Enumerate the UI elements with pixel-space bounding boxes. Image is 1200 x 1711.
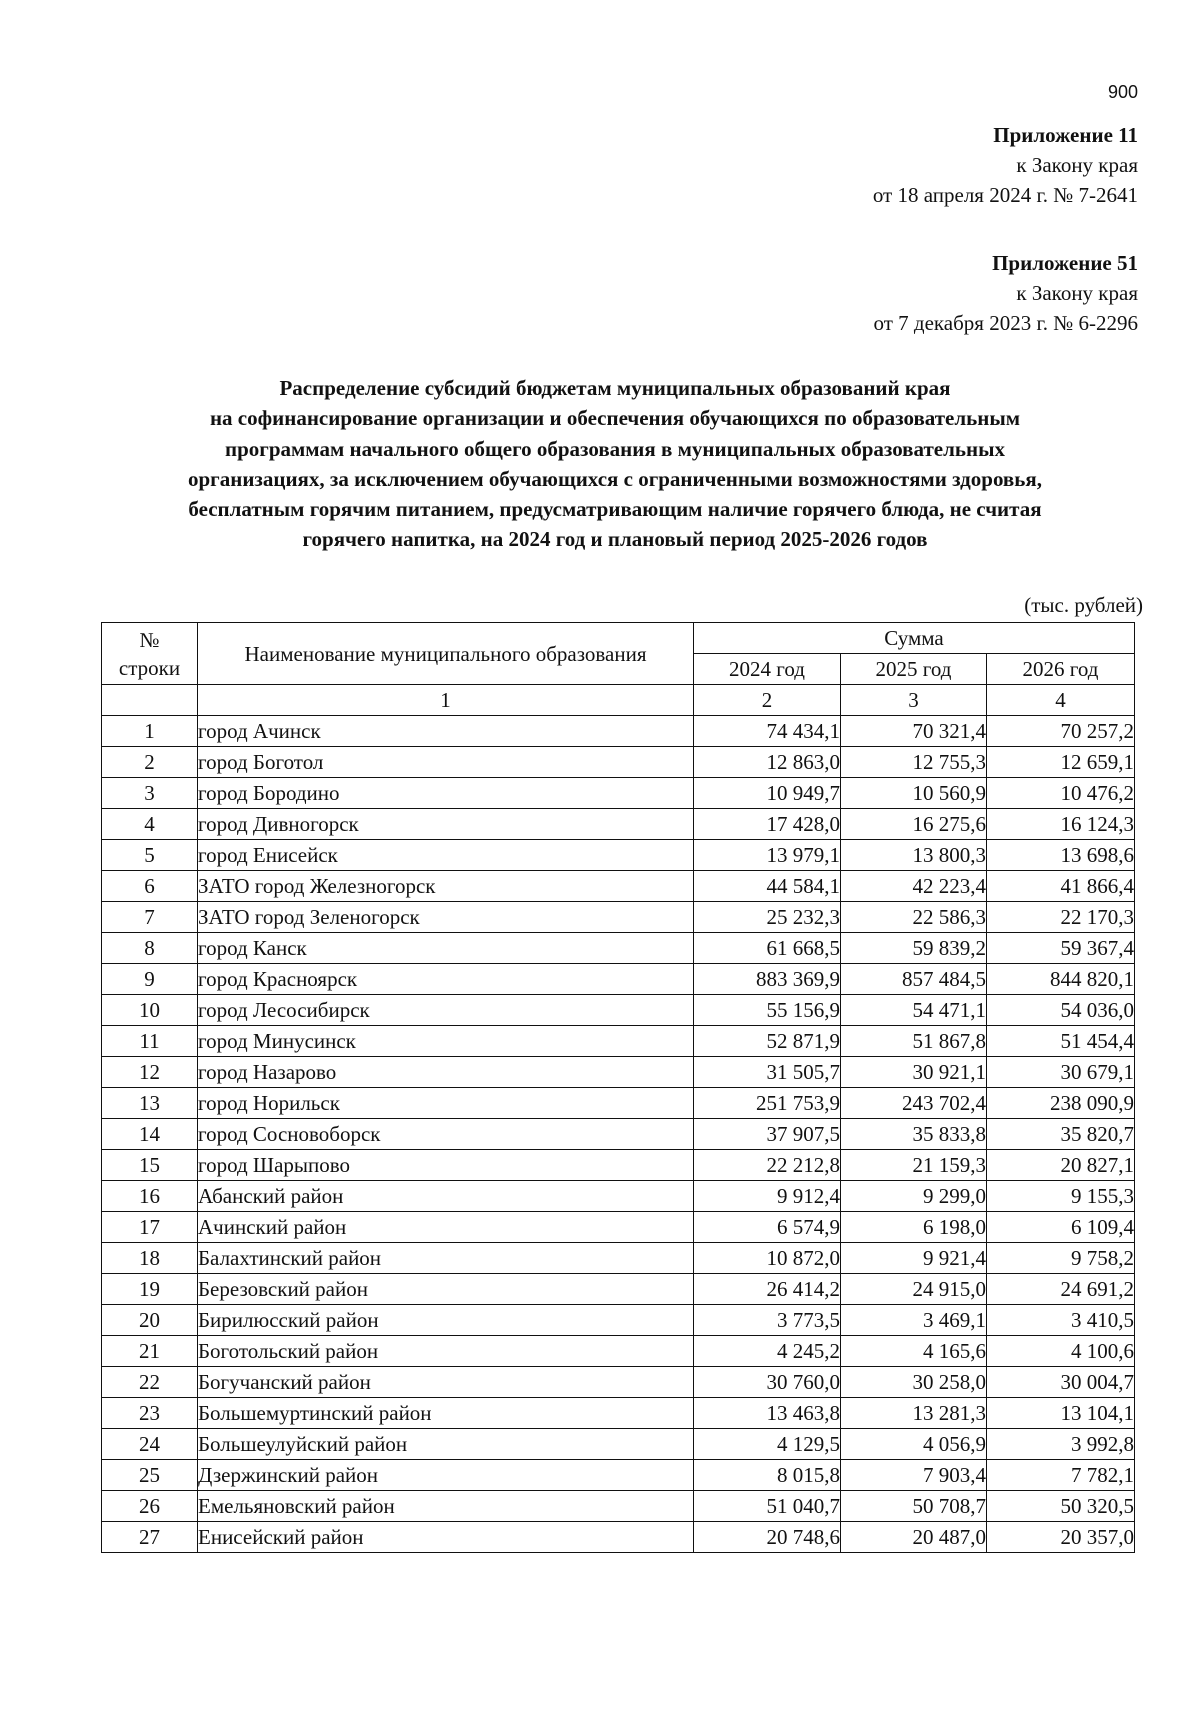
table-row	[102, 716, 1135, 747]
table-row	[102, 809, 1135, 840]
amount-2024: 8 015,8	[694, 1460, 841, 1491]
amount-2025: 21 159,3	[841, 1150, 987, 1181]
row-number: 17	[102, 1212, 198, 1243]
municipality-name: город Красноярск	[198, 964, 694, 995]
amount-2024: 883 369,9	[694, 964, 841, 995]
row-number: 21	[102, 1336, 198, 1367]
amount-2026: 6 109,4	[987, 1212, 1135, 1243]
amount-2025: 9 299,0	[841, 1181, 987, 1212]
amount-2025: 857 484,5	[841, 964, 987, 995]
header-year-2024: 2024 год	[694, 654, 841, 685]
municipality-name: Енисейский район	[198, 1522, 694, 1553]
title-line: бесплатным горячим питанием, предусматривающим наличие горячего блюда, не считая	[188, 497, 1042, 522]
municipality-name: Боготольский район	[198, 1336, 694, 1367]
appendix-previous-line1: к Закону края	[1016, 281, 1138, 305]
row-number: 18	[102, 1243, 198, 1274]
amount-2026: 13 104,1	[987, 1398, 1135, 1429]
municipality-name: город Лесосибирск	[198, 995, 694, 1026]
row-number: 19	[102, 1274, 198, 1305]
table-row	[102, 1305, 1135, 1336]
title-line: организациях, за исключением обучающихся с ограниченными возможностями здоровья,	[188, 466, 1042, 491]
amount-2025: 4 165,6	[841, 1336, 987, 1367]
row-number: 25	[102, 1460, 198, 1491]
amount-2025: 9 921,4	[841, 1243, 987, 1274]
row-number: 13	[102, 1088, 198, 1119]
table-body	[102, 716, 1135, 1553]
amount-2025: 10 560,9	[841, 778, 987, 809]
amount-2024: 3 773,5	[694, 1305, 841, 1336]
table-row	[102, 1491, 1135, 1522]
units-label: (тыс. рублей)	[1024, 593, 1143, 617]
amount-2024: 12 863,0	[694, 747, 841, 778]
header-no-symbol: №	[139, 627, 160, 652]
row-number: 4	[102, 809, 198, 840]
column-number: 1	[198, 685, 694, 716]
municipality-name: город Дивногорск	[198, 809, 694, 840]
title-line: программам начального общего образования в муниципальных образовательных	[225, 436, 1005, 461]
municipality-name: Бирилюсский район	[198, 1305, 694, 1336]
amount-2024: 20 748,6	[694, 1522, 841, 1553]
amount-2025: 13 281,3	[841, 1398, 987, 1429]
amount-2026: 4 100,6	[987, 1336, 1135, 1367]
row-number: 11	[102, 1026, 198, 1057]
municipality-name: Большеулуйский район	[198, 1429, 694, 1460]
table-row	[102, 840, 1135, 871]
municipality-name: город Сосновоборск	[198, 1119, 694, 1150]
table-row	[102, 1243, 1135, 1274]
table-row	[102, 871, 1135, 902]
municipality-name: город Шарыпово	[198, 1150, 694, 1181]
amount-2025: 20 487,0	[841, 1522, 987, 1553]
row-number: 9	[102, 964, 198, 995]
table-row	[102, 1088, 1135, 1119]
appendix-current-line1: к Закону края	[1016, 153, 1138, 177]
amount-2024: 51 040,7	[694, 1491, 841, 1522]
amount-2024: 10 949,7	[694, 778, 841, 809]
amount-2026: 9 155,3	[987, 1181, 1135, 1212]
amount-2026: 16 124,3	[987, 809, 1135, 840]
amount-2026: 51 454,4	[987, 1026, 1135, 1057]
table-row	[102, 902, 1135, 933]
amount-2026: 20 357,0	[987, 1522, 1135, 1553]
amount-2026: 35 820,7	[987, 1119, 1135, 1150]
row-number: 3	[102, 778, 198, 809]
municipality-name: Березовский район	[198, 1274, 694, 1305]
row-number: 14	[102, 1119, 198, 1150]
amount-2024: 44 584,1	[694, 871, 841, 902]
row-number: 27	[102, 1522, 198, 1553]
amount-2026: 844 820,1	[987, 964, 1135, 995]
municipality-name: Ачинский район	[198, 1212, 694, 1243]
row-number: 12	[102, 1057, 198, 1088]
municipality-name: Абанский район	[198, 1181, 694, 1212]
municipality-name: Большемуртинский район	[198, 1398, 694, 1429]
amount-2024: 25 232,3	[694, 902, 841, 933]
amount-2024: 55 156,9	[694, 995, 841, 1026]
amount-2024: 251 753,9	[694, 1088, 841, 1119]
amount-2026: 9 758,2	[987, 1243, 1135, 1274]
subsidy-table	[101, 622, 1135, 1553]
table-row	[102, 1429, 1135, 1460]
amount-2025: 243 702,4	[841, 1088, 987, 1119]
amount-2024: 61 668,5	[694, 933, 841, 964]
amount-2025: 30 258,0	[841, 1367, 987, 1398]
row-number: 5	[102, 840, 198, 871]
row-number: 1	[102, 716, 198, 747]
header-row-number	[102, 623, 198, 685]
header-year-2025: 2025 год	[841, 654, 987, 685]
amount-2024: 37 907,5	[694, 1119, 841, 1150]
amount-2026: 7 782,1	[987, 1460, 1135, 1491]
municipality-name: ЗАТО город Железногорск	[198, 871, 694, 902]
column-number: 2	[694, 685, 841, 716]
amount-2025: 54 471,1	[841, 995, 987, 1026]
row-number: 7	[102, 902, 198, 933]
amount-2026: 22 170,3	[987, 902, 1135, 933]
header-municipality-name: Наименование муниципального образования	[198, 623, 694, 685]
column-number-empty	[102, 685, 198, 716]
table-row	[102, 1522, 1135, 1553]
municipality-name: город Назарово	[198, 1057, 694, 1088]
appendix-current	[638, 120, 1138, 210]
row-number: 2	[102, 747, 198, 778]
municipality-name: Дзержинский район	[198, 1460, 694, 1491]
row-number: 22	[102, 1367, 198, 1398]
amount-2026: 13 698,6	[987, 840, 1135, 871]
amount-2026: 12 659,1	[987, 747, 1135, 778]
title-line: на софинансирование организации и обеспечения обучающихся по образовательным	[209, 406, 1021, 431]
appendix-previous-line2: от 7 декабря 2023 г. № 6-2296	[873, 311, 1138, 335]
header-no-word: строки	[118, 655, 181, 680]
table-row	[102, 778, 1135, 809]
amount-2025: 70 321,4	[841, 716, 987, 747]
amount-2025: 16 275,6	[841, 809, 987, 840]
appendix-current-heading: Приложение 11	[993, 123, 1138, 147]
table-row	[102, 1057, 1135, 1088]
amount-2025: 3 469,1	[841, 1305, 987, 1336]
table-row	[102, 1336, 1135, 1367]
table-row	[102, 1367, 1135, 1398]
municipality-name: город Норильск	[198, 1088, 694, 1119]
row-number: 10	[102, 995, 198, 1026]
amount-2024: 17 428,0	[694, 809, 841, 840]
table-row	[102, 1460, 1135, 1491]
amount-2024: 22 212,8	[694, 1150, 841, 1181]
amount-2024: 10 872,0	[694, 1243, 841, 1274]
amount-2024: 4 245,2	[694, 1336, 841, 1367]
header-year-2026: 2026 год	[987, 654, 1135, 685]
amount-2025: 6 198,0	[841, 1212, 987, 1243]
municipality-name: ЗАТО город Зеленогорск	[198, 902, 694, 933]
amount-2026: 50 320,5	[987, 1491, 1135, 1522]
amount-2024: 31 505,7	[694, 1057, 841, 1088]
amount-2025: 30 921,1	[841, 1057, 987, 1088]
table-row	[102, 1274, 1135, 1305]
amount-2025: 42 223,4	[841, 871, 987, 902]
column-number-row	[102, 685, 1135, 716]
table-row	[102, 747, 1135, 778]
table-row	[102, 1150, 1135, 1181]
appendix-current-line2: от 18 апреля 2024 г. № 7-2641	[872, 183, 1138, 207]
amount-2024: 13 463,8	[694, 1398, 841, 1429]
amount-2025: 13 800,3	[841, 840, 987, 871]
table-row	[102, 1026, 1135, 1057]
municipality-name: город Бородино	[198, 778, 694, 809]
amount-2025: 4 056,9	[841, 1429, 987, 1460]
page-number: 900	[1107, 82, 1138, 102]
municipality-name: город Ачинск	[198, 716, 694, 747]
row-number: 26	[102, 1491, 198, 1522]
amount-2025: 12 755,3	[841, 747, 987, 778]
table-row	[102, 1212, 1135, 1243]
table-row	[102, 1398, 1135, 1429]
amount-2026: 3 992,8	[987, 1429, 1135, 1460]
municipality-name: город Канск	[198, 933, 694, 964]
column-number: 3	[841, 685, 987, 716]
municipality-name: город Боготол	[198, 747, 694, 778]
amount-2024: 6 574,9	[694, 1212, 841, 1243]
amount-2024: 30 760,0	[694, 1367, 841, 1398]
appendix-previous-heading: Приложение 51	[992, 251, 1138, 275]
header-sum: Сумма	[694, 623, 1135, 654]
table-row	[102, 1181, 1135, 1212]
amount-2026: 59 367,4	[987, 933, 1135, 964]
amount-2026: 238 090,9	[987, 1088, 1135, 1119]
municipality-name: Емельяновский район	[198, 1491, 694, 1522]
row-number: 24	[102, 1429, 198, 1460]
row-number: 16	[102, 1181, 198, 1212]
municipality-name: Балахтинский район	[198, 1243, 694, 1274]
amount-2025: 35 833,8	[841, 1119, 987, 1150]
amount-2024: 74 434,1	[694, 716, 841, 747]
table-row	[102, 1119, 1135, 1150]
amount-2026: 10 476,2	[987, 778, 1135, 809]
amount-2025: 7 903,4	[841, 1460, 987, 1491]
amount-2026: 24 691,2	[987, 1274, 1135, 1305]
municipality-name: Богучанский район	[198, 1367, 694, 1398]
amount-2025: 50 708,7	[841, 1491, 987, 1522]
amount-2025: 51 867,8	[841, 1026, 987, 1057]
amount-2024: 52 871,9	[694, 1026, 841, 1057]
title-line: горячего напитка, на 2024 год и плановый период 2025-2026 годов	[302, 527, 928, 552]
row-number: 15	[102, 1150, 198, 1181]
municipality-name: город Минусинск	[198, 1026, 694, 1057]
column-number: 4	[987, 685, 1135, 716]
amount-2026: 30 679,1	[987, 1057, 1135, 1088]
title-line: Распределение субсидий бюджетам муниципальных образований края	[279, 376, 951, 400]
amount-2024: 13 979,1	[694, 840, 841, 871]
amount-2026: 30 004,7	[987, 1367, 1135, 1398]
municipality-name: город Енисейск	[198, 840, 694, 871]
amount-2024: 26 414,2	[694, 1274, 841, 1305]
amount-2025: 59 839,2	[841, 933, 987, 964]
amount-2025: 22 586,3	[841, 902, 987, 933]
table-row	[102, 995, 1135, 1026]
table-row	[102, 964, 1135, 995]
amount-2026: 41 866,4	[987, 871, 1135, 902]
row-number: 8	[102, 933, 198, 964]
row-number: 6	[102, 871, 198, 902]
amount-2026: 3 410,5	[987, 1305, 1135, 1336]
document-title	[95, 373, 1135, 555]
amount-2025: 24 915,0	[841, 1274, 987, 1305]
row-number: 20	[102, 1305, 198, 1336]
amount-2026: 70 257,2	[987, 716, 1135, 747]
amount-2024: 4 129,5	[694, 1429, 841, 1460]
amount-2026: 20 827,1	[987, 1150, 1135, 1181]
amount-2024: 9 912,4	[694, 1181, 841, 1212]
row-number: 23	[102, 1398, 198, 1429]
appendix-previous	[638, 248, 1138, 338]
table-row	[102, 933, 1135, 964]
amount-2026: 54 036,0	[987, 995, 1135, 1026]
